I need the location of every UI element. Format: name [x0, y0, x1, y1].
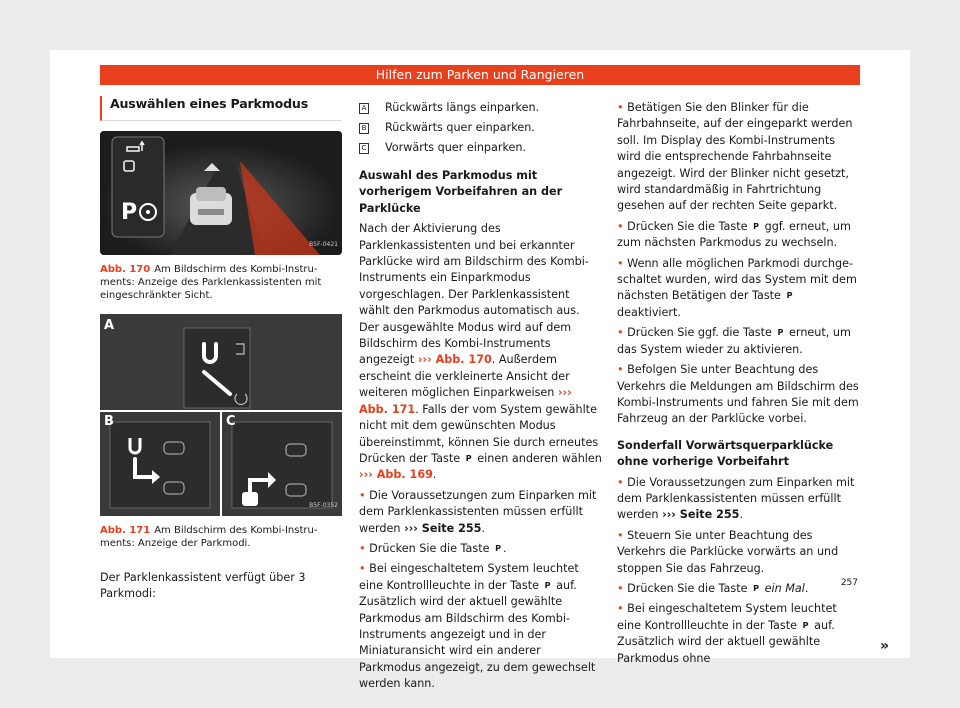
figure-code: B5F-0421	[309, 240, 338, 248]
figure-171	[100, 314, 342, 516]
bullet-icon: •	[617, 219, 624, 233]
bullet-item: • Wenn alle möglichen Parkmodi durchgeschaltet wurden, wird das System mit dem nächsten Betätigen der Taste P deaktiviert.	[617, 256, 857, 319]
continue-arrow-icon: »	[880, 638, 890, 654]
panel-label-b: B	[104, 414, 114, 429]
bullet-item: • Drücken Sie ggf. die Taste P erneut, um das System wieder zu aktivieren.	[617, 326, 851, 356]
figure-170	[100, 131, 342, 255]
figure-code: B5F-0352	[309, 501, 338, 509]
page-number: 257	[840, 578, 858, 588]
mode-item-c: C Vorwärts quer einparken.	[359, 138, 602, 158]
mode-item-b: B Rückwärts quer einparken.	[359, 118, 602, 138]
letter-box-b: B	[359, 123, 369, 134]
park-assist-key-icon: P	[777, 328, 784, 338]
bullet-item: • Steuern Sie unter Beachtung des Verkehrs die Parklücke vorwärts an und stoppen Sie das Fahrzeug.	[617, 528, 839, 575]
bullet-item: • Bei eingeschaltetem System leuchtet eine Kontrollleuchte in der Taste P auf. Zusätzlich wird der aktuell gewählte Parkmodus ohne	[617, 602, 837, 665]
subheading-auto-select: Auswahl des Parkmodus mit vorherigem Vorbeifahren an der Parklücke	[359, 169, 563, 215]
bullet-item: • Drücken Sie die Taste P ggf. erneut, um zum nächsten Parkmodus zu wechseln.	[617, 219, 851, 250]
bullet-icon: •	[617, 101, 624, 114]
bullet-icon: •	[617, 256, 624, 270]
chapter-header: Hilfen zum Parken und Rangieren	[100, 65, 860, 85]
letter-box-c: C	[359, 143, 369, 154]
bullet-item: • Drücken Sie die Taste P ein Mal.	[617, 581, 809, 595]
paragraph-auto-select: Nach der Aktivierung des Parklenkassistenten und bei erkannter Parklücke wird am Bildschirm des Kombi-Instruments ein Einparkmodus vorgeschlagen. Der Parklenkassistent wählt den Parkmodus automatisch aus. Der ausgewählte Modus wird auf dem Bildschirm des Kombi-Instruments angezeigt ››› Abb. 170. Außerdem erscheint die verkleinerte Ansicht der weiteren möglichen Einparkweisen ››› Abb. 171. Falls der vom System gewählte nicht mit dem gewünschten Modus übereinstimmt, können Sie durch erneutes Drücken der Taste P einen anderen wählen ››› Abb. 169.	[359, 222, 602, 482]
parking-modes-intro: Der Parklenkassistent verfügt über 3 Parkmodi:	[100, 571, 306, 601]
mode-item-a: A Rückwärts längs einparken.	[359, 98, 602, 118]
link-seite-255[interactable]: ››› Seite 255	[404, 521, 482, 535]
panel-label-c: C	[226, 414, 236, 429]
park-assist-key-icon: P	[753, 583, 759, 593]
bullet-icon: •	[617, 363, 624, 377]
column-middle	[359, 98, 602, 693]
svg-text:P: P	[121, 200, 138, 225]
bullet-item: • Befolgen Sie unter Beachtung des Verkehrs die Meldungen am Bildschirm des Kombi-Instruments und fahren Sie mit dem Fahrzeug an der Parklücke vorbei.	[617, 363, 859, 426]
column-right	[617, 100, 860, 667]
letter-box-a: A	[359, 103, 369, 114]
bullet-icon: •	[617, 602, 624, 616]
bullet-icon: •	[617, 581, 624, 595]
park-assist-key-icon: P	[465, 453, 472, 463]
bullet-icon: •	[617, 326, 624, 340]
bullet-icon: •	[359, 488, 366, 502]
bullet-icon: •	[359, 562, 366, 576]
bullet-item: • Die Voraussetzungen zum Einparken mit dem Parklenkassistenten müssen erfüllt werden ››› Seite 255.	[359, 488, 597, 535]
park-assist-key-icon: P	[753, 221, 759, 231]
column-left	[100, 96, 342, 603]
bullet-icon: •	[359, 541, 366, 555]
park-assist-key-icon: P	[544, 580, 551, 590]
link-abb-171[interactable]: ››› Abb. 171	[359, 386, 572, 416]
figure-171-illustration	[100, 314, 342, 516]
panel-label-a: A	[104, 318, 115, 333]
park-assist-key-icon: P	[495, 543, 501, 553]
figure-170-caption: Abb. 170 Am Bildschirm des Kombi-Instruments: Anzeige des Parklenkassistenten mit eingeschränkter Sicht.	[100, 264, 322, 301]
section-title: Auswählen eines Parkmodus	[100, 96, 342, 121]
link-abb-169[interactable]: ››› Abb. 169	[359, 468, 433, 482]
subheading-special-case: Sonderfall Vorwärtsquerparklücke ohne vorherige Vorbeifahrt	[617, 438, 834, 469]
link-abb-170[interactable]: ››› Abb. 170	[417, 353, 492, 367]
link-seite-255[interactable]: ››› Seite 255	[662, 508, 740, 522]
bullet-icon: •	[617, 475, 624, 489]
figure-171-caption: Abb. 171 Am Bildschirm des Kombi-Instruments: Anzeige der Parkmodi.	[100, 525, 318, 549]
bullet-item: • Drücken Sie die Taste P .	[359, 541, 507, 555]
bullet-icon: •	[617, 528, 624, 542]
manual-page	[50, 50, 910, 691]
park-assist-key-icon: P	[786, 291, 793, 301]
car-icon	[190, 187, 232, 225]
figure-170-illustration	[100, 131, 342, 255]
bullet-item: • Betätigen Sie den Blinker für die Fahrbahnseite, auf der eingeparkt werden soll. Im Display des Kombi-Instruments wird die entsprechende Fahrbahnseite angezeigt. Wird der Blinker nicht gesetzt, wird standardmäßig in Fahrtrichtung gesehen auf der rechten Seite geparkt.	[617, 101, 853, 213]
park-assist-key-icon: P	[802, 620, 809, 630]
bullet-item: • Bei eingeschaltetem System leuchtet eine Kontrollleuchte in der Taste P auf. Zusätzlich wird der aktuell gewählte Parkmodus am Bildschirm des Kombi-Instruments angezeigt und in der Miniaturansicht wird ein anderer Parkmodus angezeigt, zu dem gewechselt werden kann.	[359, 562, 596, 691]
bullet-item: • Die Voraussetzungen zum Einparken mit dem Parklenkassistenten müssen erfüllt werden ››› Seite 255.	[617, 475, 855, 522]
